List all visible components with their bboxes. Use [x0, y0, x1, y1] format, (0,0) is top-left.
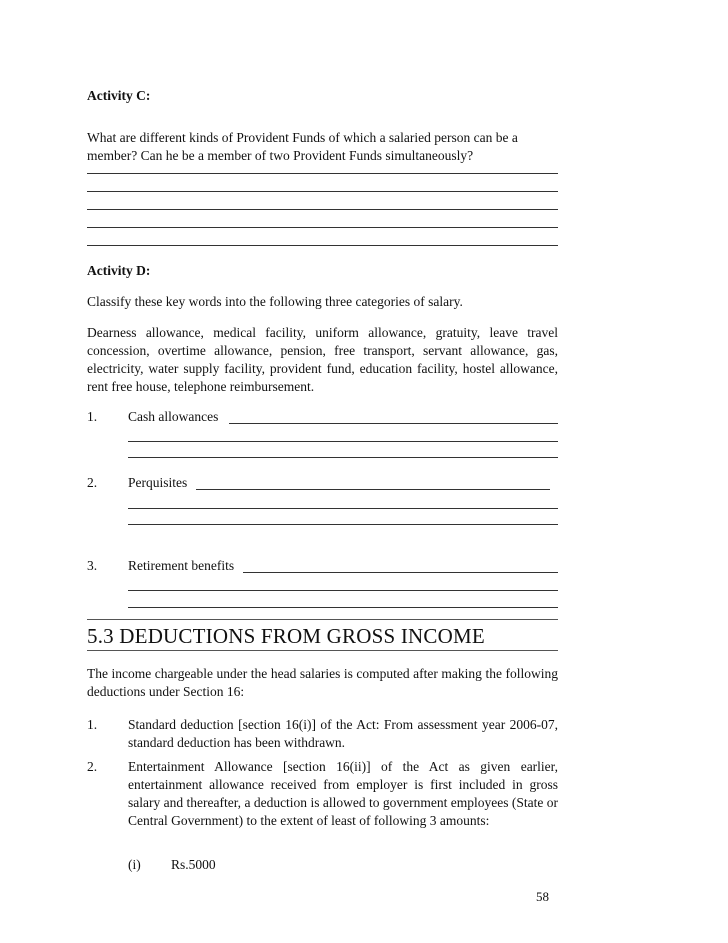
page-number: 58: [536, 889, 549, 904]
answer-line: [128, 524, 558, 525]
answer-line: [87, 209, 558, 210]
answer-line: [128, 590, 558, 591]
answer-line: [243, 572, 558, 573]
answer-line: [87, 245, 558, 246]
activity-c-question-line2: member? Can he be a member of two Provident Funds simultaneously?: [87, 148, 474, 163]
subitem-text: Rs.5000: [171, 857, 216, 872]
answer-line: [128, 607, 558, 608]
subitem-number: (i): [128, 857, 141, 872]
answer-line: [87, 227, 558, 228]
answer-line: [87, 173, 558, 174]
item-label-cash-allowances: Cash allowances: [128, 409, 219, 424]
deduction-number: 2.: [87, 759, 98, 774]
answer-line: [128, 441, 558, 442]
answer-line: [128, 508, 558, 509]
heading-bottom-rule: [87, 650, 558, 651]
activity-c-title: Activity C:: [87, 88, 151, 103]
activity-d-keywords: Dearness allowance, medical facility, uniform allowance, gratuity, leave travel concession, overtime allowance, pension, free transport, servant allowance, gas, electricity, water supply facility, provident fund, education facility, hostel allowance, rent free house, telephone reimbursement.: [87, 325, 558, 394]
activity-d-title: Activity D:: [87, 263, 151, 278]
deduction-number: 1.: [87, 717, 98, 732]
item-label-retirement-benefits: Retirement benefits: [128, 558, 235, 573]
deduction-standard: Standard deduction [section 16(i)] of the Act: From assessment year 2006-07, standard deduction has been withdrawn.: [128, 717, 558, 750]
answer-line: [196, 489, 550, 490]
heading-top-rule: [87, 619, 558, 620]
answer-line: [87, 191, 558, 192]
item-number: 1.: [87, 409, 98, 424]
activity-d-instruction: Classify these key words into the following three categories of salary.: [87, 294, 463, 309]
answer-line: [229, 423, 558, 424]
item-number: 2.: [87, 475, 98, 490]
item-label-perquisites: Perquisites: [128, 475, 188, 490]
deduction-entertainment: Entertainment Allowance [section 16(ii)] of the Act as given earlier, entertainment allowance received from employer is first included in gross salary and thereafter, a deduction is allowed to government employees (State or Central Government) to the extent of least of following 3 amounts:: [128, 759, 558, 828]
activity-c-question-line1: What are different kinds of Provident Funds of which a salaried person can be a: [87, 130, 518, 145]
answer-line: [128, 457, 558, 458]
item-number: 3.: [87, 558, 98, 573]
section-intro: The income chargeable under the head salaries is computed after making the following deductions under Section 16:: [87, 666, 558, 699]
section-heading: 5.3 DEDUCTIONS FROM GROSS INCOME: [87, 624, 485, 648]
